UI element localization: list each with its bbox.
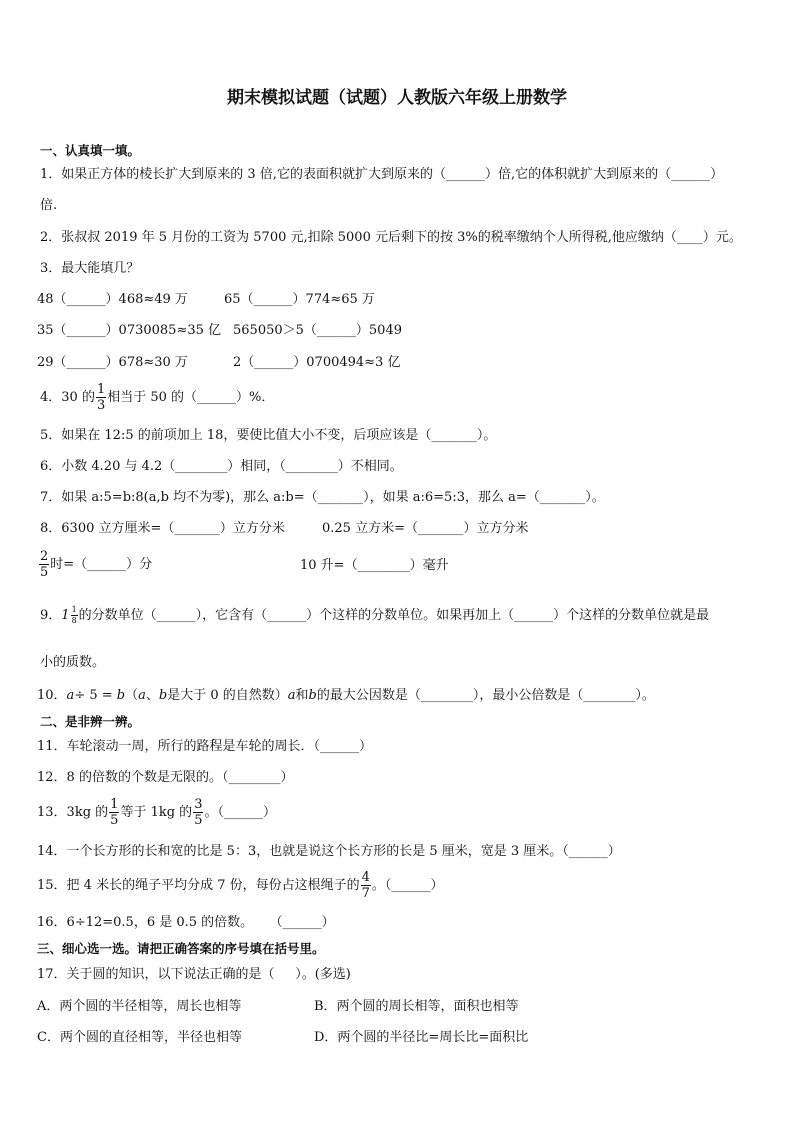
variable-a: a bbox=[66, 688, 75, 703]
variable-a: a bbox=[287, 688, 296, 703]
question-16: 16．6÷12=0.5，6 是 0.5 的倍数。 （______） bbox=[37, 915, 335, 930]
variable-b: b bbox=[308, 688, 317, 703]
fraction-denominator: 5 bbox=[194, 813, 203, 828]
fraction-denominator: 8 bbox=[71, 616, 77, 625]
variable-b: b bbox=[158, 688, 168, 703]
question-13-middle: 等于 1kg 的 bbox=[120, 805, 193, 820]
question-2: 2．张叔叔 2019 年 5 月份的工资为 5700 元,扣除 5000 元后剩下的按 3%的税率缴纳个人所得税,他应缴纳（____）元。 bbox=[40, 230, 742, 245]
page-title: 期末模拟试题（试题）人教版六年级上册数学 bbox=[227, 88, 567, 108]
question-17-option-d: D．两个圆的半径比=周长比=面积比 bbox=[314, 1030, 529, 1045]
question-13 bbox=[37, 796, 276, 830]
fraction-denominator: 7 bbox=[361, 886, 370, 901]
fraction-three-fifths bbox=[193, 798, 203, 827]
section-heading-fill: 一、认真填一填。 bbox=[40, 143, 141, 158]
question-8-part-c-text: 时=（______）分 bbox=[50, 557, 153, 572]
fraction-numerator: 2 bbox=[40, 549, 49, 564]
question-11: 11．车轮滚动一周，所行的路程是车轮的周长．（______） bbox=[37, 739, 373, 754]
question-10-text-5: 的最大公因数是（________），最小公倍数是（________）。 bbox=[316, 688, 655, 703]
question-8-part-d: 10 升=（________）毫升 bbox=[300, 558, 449, 573]
question-3-item-a1: 48（______）468≈49 万 bbox=[37, 292, 188, 307]
question-10-text-3: 是大于 0 的自然数） bbox=[167, 688, 288, 703]
fraction-numerator: 3 bbox=[194, 797, 203, 812]
fraction-one-fifth bbox=[109, 798, 119, 827]
question-8-part-a: 8．6300 立方厘米=（_______）立方分米 bbox=[40, 521, 285, 536]
fraction-numerator: 1 bbox=[110, 797, 119, 812]
fraction-numerator: 1 bbox=[96, 382, 106, 397]
question-1-line-2: 倍. bbox=[40, 198, 58, 213]
question-12: 12．8 的倍数的个数是无限的。（________） bbox=[37, 770, 294, 785]
section-heading-true-false: 二、是非辨一辨。 bbox=[40, 714, 141, 729]
section-heading-choice: 三、细心选一选。请把正确答案的序号填在括号里。 bbox=[37, 941, 325, 956]
question-10-text-4: 和 bbox=[295, 688, 309, 703]
question-13-prefix: 13．3kg 的 bbox=[37, 805, 109, 820]
question-3-item-b1: 35（______）0730085≈35 亿 bbox=[37, 323, 222, 338]
question-9-prefix: 9． bbox=[40, 608, 62, 623]
question-1-line-1: 1．如果正方体的棱长扩大到原来的 3 倍,它的表面积就扩大到原来的（______）倍,它的体积就扩大到原来的（______） bbox=[40, 167, 724, 182]
question-4 bbox=[40, 383, 274, 413]
fraction-denominator: 5 bbox=[110, 813, 119, 828]
fraction-one-eighth bbox=[71, 606, 78, 625]
question-9-line-1 bbox=[40, 602, 709, 630]
fraction-denominator: 5 bbox=[40, 565, 49, 580]
question-15-suffix: 。（______） bbox=[371, 878, 444, 893]
fraction-denominator: 3 bbox=[96, 398, 106, 413]
question-15-prefix: 15．把 4 米长的绳子平均分成 7 份，每份占这根绳子的 bbox=[37, 878, 360, 893]
question-14: 14．一个长方形的长和宽的比是 5：3，也就是说这个长方形的长是 5 厘米，宽是 3 厘米。（______） bbox=[37, 844, 621, 859]
question-17-option-b: B．两个圆的周长相等，面积也相等 bbox=[314, 999, 519, 1014]
question-10-prefix: 10． bbox=[37, 688, 67, 703]
question-3-item-c1: 29（______）678≈30 万 bbox=[37, 355, 188, 370]
question-6: 6．小数 4.20 与 4.2（________）相同，（________）不相同。 bbox=[40, 459, 403, 474]
question-17-option-c: C．两个圆的直径相等，半径也相等 bbox=[37, 1030, 242, 1045]
fraction-four-sevenths bbox=[361, 871, 371, 900]
question-10-text-2: 、 bbox=[145, 688, 159, 703]
question-3-item-b2: 565050＞5（______）5049 bbox=[233, 323, 402, 338]
question-17-stem: 17．关于圆的知识，以下说法正确的是（ ）。(多选) bbox=[37, 967, 351, 982]
fraction-numerator: 1 bbox=[71, 605, 77, 614]
question-8-part-b: 0.25 立方米=（_______）立方分米 bbox=[322, 521, 529, 536]
question-10 bbox=[37, 688, 655, 704]
question-3-heading: 3．最大能填几？ bbox=[40, 261, 140, 276]
question-4-prefix: 4．30 的 bbox=[40, 390, 95, 405]
question-13-suffix: 。（______） bbox=[204, 805, 276, 820]
question-3-item-a2: 65（______）774≈65 万 bbox=[224, 292, 375, 307]
question-8-part-c bbox=[38, 548, 152, 582]
variable-a: a bbox=[138, 688, 146, 703]
question-15 bbox=[37, 869, 443, 903]
question-5: 5．如果在 12:5 的前项加上 18，要使比值大小不变，后项应该是（_______）。 bbox=[40, 428, 497, 443]
equation-operator: ÷ 5 = bbox=[74, 688, 117, 703]
mixed-number-integer: 1 bbox=[61, 608, 70, 623]
fraction-two-fifths bbox=[39, 550, 49, 579]
question-7: 7．如果 a:5=b:8(a,b 均不为零)，那么 a:b=（_______），如果 a:6=5:3，那么 a=（_______）。 bbox=[40, 490, 605, 505]
fraction-one-third bbox=[96, 383, 106, 412]
question-3-item-c2: 2（______）0700494≈3 亿 bbox=[233, 355, 401, 370]
question-9-line-2: 小的质数。 bbox=[40, 655, 106, 670]
fraction-numerator: 4 bbox=[361, 870, 370, 885]
question-17-option-a: A．两个圆的半径相等，周长也相等 bbox=[37, 999, 242, 1014]
question-4-suffix: 相当于 50 的（______）%． bbox=[107, 390, 275, 405]
question-10-text-1: （ bbox=[125, 688, 139, 703]
variable-b: b bbox=[116, 688, 126, 703]
question-9-text: 的分数单位（______），它含有（______）个这样的分数单位。如果再加上（______）个这样的分数单位就是最 bbox=[78, 608, 710, 623]
